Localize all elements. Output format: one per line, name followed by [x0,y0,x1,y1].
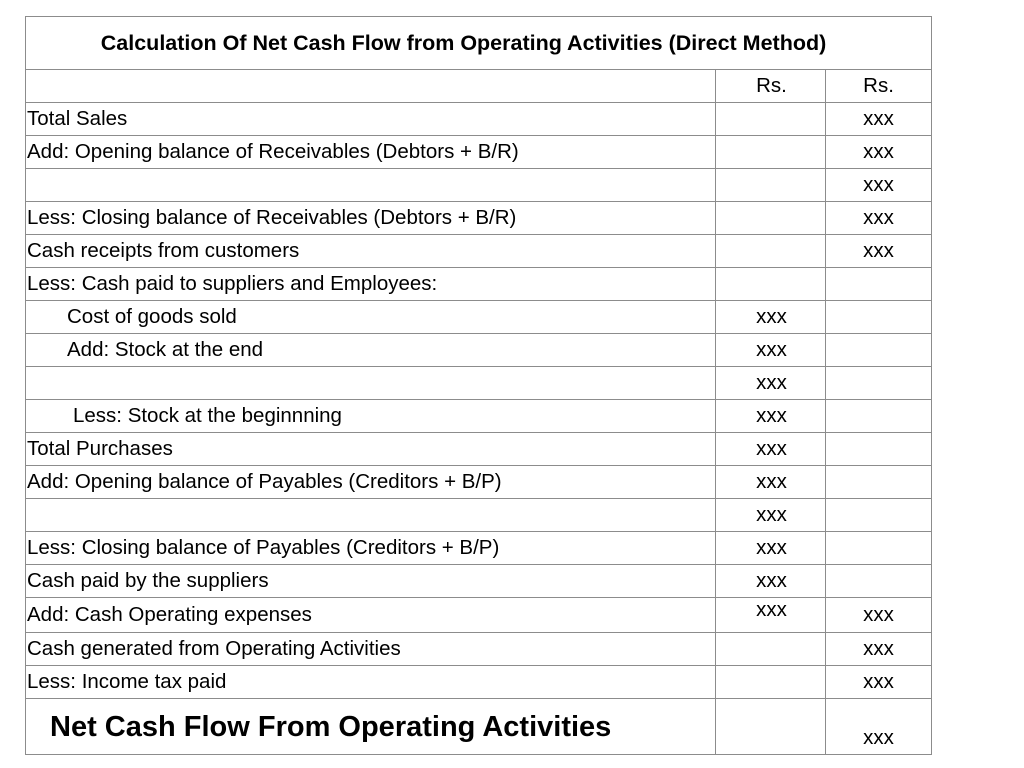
row-rs2-value [826,301,932,334]
table-row [26,433,932,466]
table-row [26,565,932,598]
table-row [26,169,932,202]
row-rs2-value [826,400,932,433]
table-row [26,532,932,565]
row-rs2-value [826,499,932,532]
row-rs2-value: xxx [826,235,932,268]
table-row [26,235,932,268]
row-label: Add: Cash Operating expenses [26,598,716,633]
header-rs-column-2: Rs. [826,70,932,103]
row-rs2-value [826,268,932,301]
table-title: Calculation Of Net Cash Flow from Operating Activities (Direct Method) [26,17,932,70]
row-rs1-value [716,136,826,169]
row-label: Cash generated from Operating Activities [26,633,716,666]
row-rs1-value: xxx [716,400,826,433]
row-rs1-value [716,666,826,699]
net-cash-flow-rs1-value [716,699,826,755]
row-rs1-value: xxx [716,301,826,334]
row-label: Less: Cash paid to suppliers and Employees: [26,268,716,301]
row-rs1-value: xxx [716,466,826,499]
row-rs1-value [716,202,826,235]
row-label: Total Sales [26,103,716,136]
row-label: Cash receipts from customers [26,235,716,268]
row-rs2-value [826,334,932,367]
table-row [26,666,932,699]
row-label: Cash paid by the suppliers [26,565,716,598]
row-rs2-value [826,367,932,400]
final-row [26,699,932,755]
row-label [26,367,716,400]
row-label: Add: Stock at the end [26,334,716,367]
row-label: Total Purchases [26,433,716,466]
row-rs1-value: xxx [716,565,826,598]
row-rs1-value [716,268,826,301]
row-rs2-value [826,466,932,499]
header-description-cell [26,70,716,103]
table-row [26,633,932,666]
net-cash-flow-rs2-value: xxx [826,699,932,755]
table-row [26,301,932,334]
row-label [26,169,716,202]
title-row [26,17,932,70]
row-rs1-value [716,169,826,202]
table-row [26,103,932,136]
row-rs1-value: xxx [716,598,826,633]
row-rs2-value [826,565,932,598]
header-rs-column-1: Rs. [716,70,826,103]
row-label: Add: Opening balance of Receivables (Debtors + B/R) [26,136,716,169]
row-label [26,499,716,532]
row-rs2-value [826,433,932,466]
row-label: Cost of goods sold [26,301,716,334]
row-rs2-value: xxx [826,633,932,666]
row-label: Less: Closing balance of Payables (Creditors + B/P) [26,532,716,565]
row-rs1-value: xxx [716,433,826,466]
row-rs1-value [716,103,826,136]
table-row [26,136,932,169]
row-rs1-value: xxx [716,367,826,400]
row-label: Less: Closing balance of Receivables (Debtors + B/R) [26,202,716,235]
table-row [26,367,932,400]
row-rs1-value [716,235,826,268]
table-row [26,202,932,235]
row-rs2-value: xxx [826,169,932,202]
row-rs2-value: xxx [826,666,932,699]
row-rs2-value: xxx [826,136,932,169]
table-row [26,268,932,301]
row-rs1-value: xxx [716,499,826,532]
row-rs2-value [826,532,932,565]
row-rs2-value: xxx [826,202,932,235]
row-rs1-value: xxx [716,532,826,565]
row-label: Less: Stock at the beginnning [26,400,716,433]
row-label: Add: Opening balance of Payables (Creditors + B/P) [26,466,716,499]
row-rs1-value [716,633,826,666]
row-rs2-value: xxx [826,103,932,136]
table-row [26,598,932,633]
row-label: Less: Income tax paid [26,666,716,699]
net-cash-flow-label: Net Cash Flow From Operating Activities [26,699,716,755]
row-rs1-value: xxx [716,334,826,367]
table-row [26,466,932,499]
row-rs2-value: xxx [826,598,932,633]
table-row [26,400,932,433]
header-row [26,70,932,103]
cash-flow-table [25,16,932,755]
table-row [26,334,932,367]
table-row [26,499,932,532]
